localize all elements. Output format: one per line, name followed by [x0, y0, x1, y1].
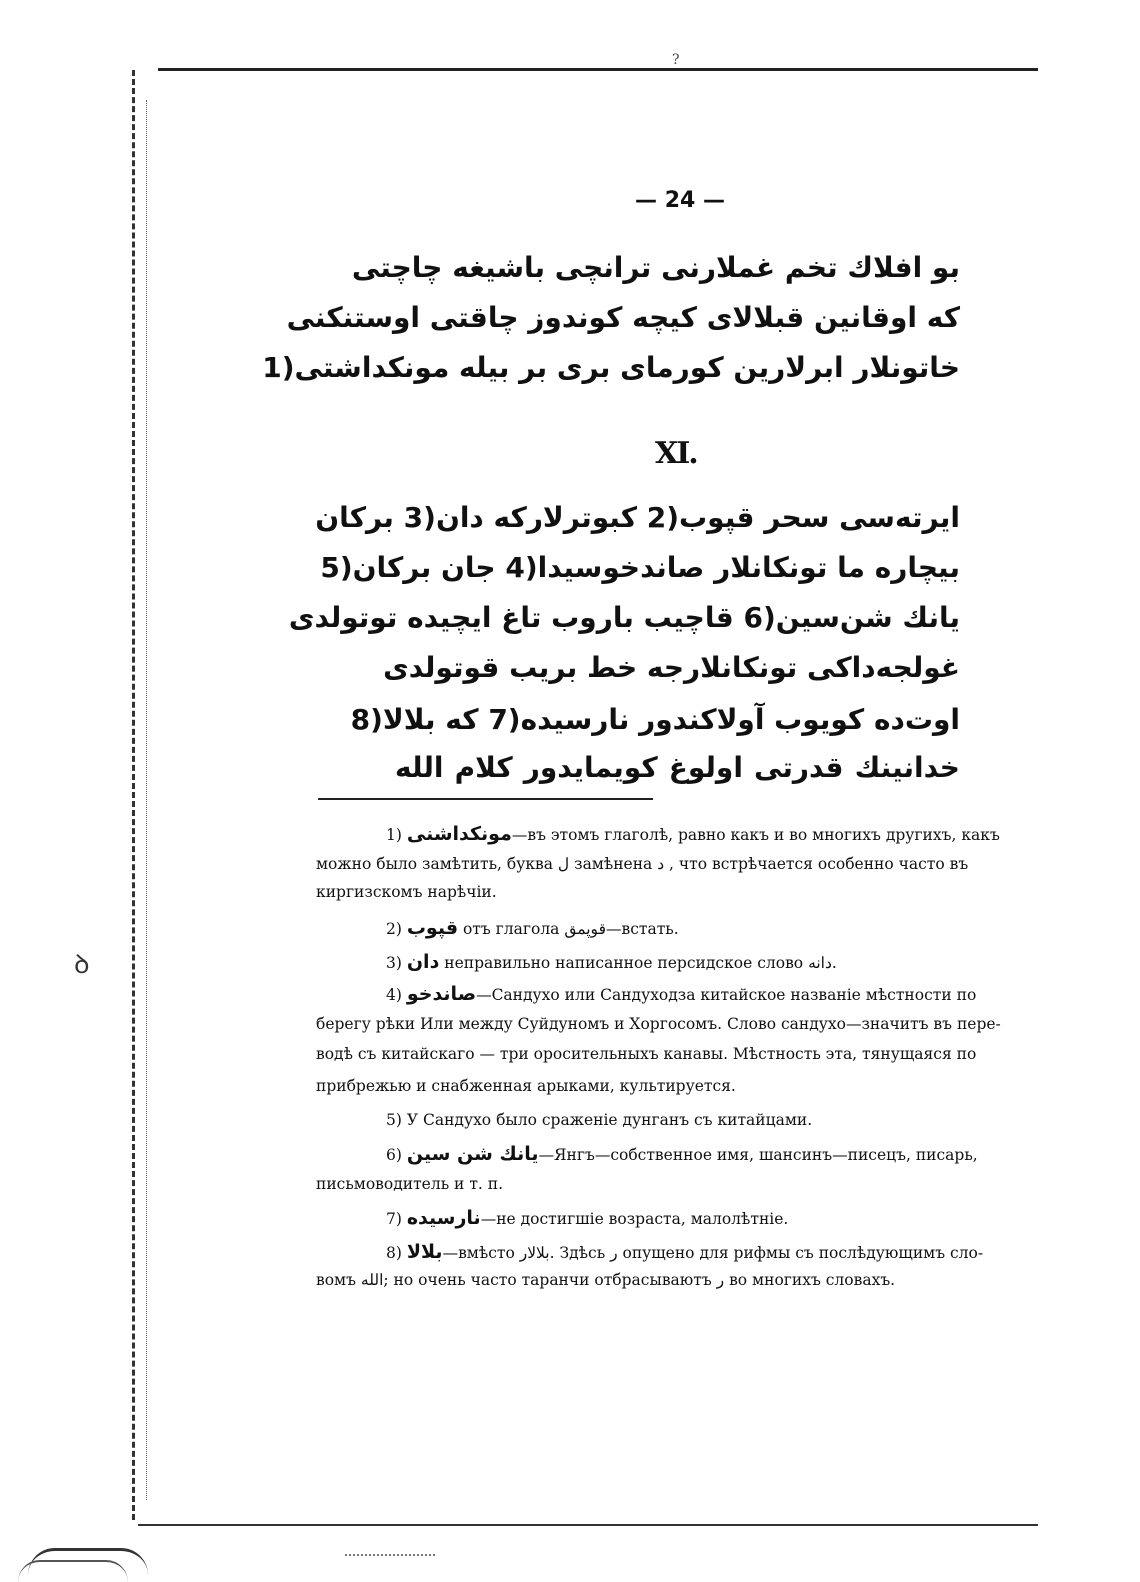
- footnote-arabic-term: نارسیده: [406, 1207, 481, 1229]
- footnote-text: —въ этомъ глаголѣ, равно какъ и во многихъ другихъ, какъ: [511, 826, 1000, 844]
- verse-line: خدانینك قدرتی اولوغ کویمایدور کلام الله: [395, 751, 960, 784]
- footnote-line: [316, 1170, 1036, 1199]
- footnote-text: письмоводитель и т. п.: [316, 1175, 504, 1193]
- verse-line: بو افلاك تخم غملارنی ترانچی باشیغه چاچتی: [351, 251, 960, 284]
- verse-line: [395, 394, 960, 438]
- bottom-curve-2: [18, 1560, 128, 1582]
- footnote-arabic-term: بلالا: [406, 1241, 443, 1263]
- left-border-inner: [146, 100, 147, 1500]
- footnote-text: берегу рѣки Или между Суйдуномъ и Хоргосомъ. Слово сандухо—значитъ въ пере-: [316, 1015, 1001, 1033]
- footnote-text: можно было замѣтить, буква ل замѣнена د , что встрѣчается особенно часто въ: [316, 855, 969, 873]
- footnote-text: киргизскомъ нарѣчіи.: [316, 883, 497, 901]
- top-mark: ?: [672, 52, 680, 68]
- footnote-number: 3): [386, 954, 407, 972]
- footnote-line: [316, 1010, 1036, 1039]
- footnote-line: [316, 878, 1036, 907]
- verse-line: خاتونلار ابرلارین کورمای بری بر بیله مونکداشتی(1: [262, 351, 960, 384]
- footnote-text: —не достигшіе возраста, малолѣтніе.: [480, 1210, 789, 1228]
- footnote-number: 6): [386, 1146, 407, 1164]
- footnote-number: 8): [386, 1244, 407, 1262]
- footnote-line: [316, 1106, 1106, 1135]
- footnote-text: отъ глагола قوپمق—встать.: [458, 920, 679, 938]
- footnote-number: 4): [386, 986, 407, 1004]
- footnote-line: [316, 850, 1036, 879]
- left-border: [132, 70, 135, 1520]
- footnote-line: [316, 1040, 1036, 1069]
- footnote-number: 2): [386, 920, 407, 938]
- footnote-text: —вмѣсто بلالار. Здѣсь ر опущено для рифмы съ послѣдующимъ сло-: [442, 1244, 984, 1262]
- section-numeral: XI.: [655, 436, 697, 471]
- footnote-arabic-term: صاندخو: [406, 983, 477, 1005]
- footnote-number: 1): [386, 826, 407, 844]
- verse-line: ایرته‌سی سحر قپوب(2 کبوترلارکه دان(3 برکان: [315, 501, 960, 534]
- page-number: — 24 —: [635, 188, 725, 213]
- footnote-line: [316, 1238, 1106, 1268]
- verse-line: بیچاره ما تونکانلار صاندخوسیدا(4 جان برکان(5: [320, 551, 960, 584]
- footnote-text: прибрежью и снабженная арыками, культируется.: [316, 1077, 736, 1095]
- footnote-line: [316, 948, 1106, 978]
- footnote-line: [316, 1266, 1036, 1295]
- verse-line: غولجه‌داکی تونکانلارجه خط بریب قوتولدی: [383, 651, 960, 684]
- footnote-text: вомъ الله; но очень часто таранчи отбрасываютъ ر во многихъ словахъ.: [316, 1271, 896, 1289]
- footnote-separator: [318, 798, 653, 800]
- footnote-line: [316, 914, 1106, 944]
- top-rule: [158, 68, 1038, 71]
- footnote-number: 7): [386, 1210, 407, 1228]
- footnote-arabic-term: دان: [406, 951, 440, 973]
- footnote-line: [316, 820, 1106, 850]
- footnote-arabic-term: یانك شن سین: [406, 1143, 539, 1165]
- footnote-text: —Янгъ—собственное имя, шансинъ—писецъ, писарь,: [538, 1146, 978, 1164]
- footnote-text: У Сандухо было сраженіе дунганъ съ китайцами.: [406, 1111, 813, 1129]
- footnote-text: водѣ съ китайскаго — три оросительныхъ канавы. Мѣстность эта, тянущаяся по: [316, 1045, 977, 1063]
- bottom-rule: [138, 1524, 1038, 1526]
- footnote-number: 5): [386, 1111, 407, 1129]
- footnote-text: неправильно написанное персидское слово دانه.: [439, 954, 837, 972]
- footnote-line: [316, 1072, 1036, 1101]
- bottom-smudge: [345, 1554, 435, 1562]
- margin-mark: ꝺ: [74, 950, 90, 980]
- footnote-line: [316, 980, 1106, 1010]
- footnote-text: —Сандухо или Сандуходза китайское названіе мѣстности по: [476, 986, 977, 1004]
- verse-line: یانك شن‌سین(6 قاچیب باروب تاغ ایچیده توتولدی: [288, 601, 960, 634]
- footnote-arabic-term: مونكداشنی: [406, 823, 512, 845]
- footnote-line: [316, 1140, 1106, 1170]
- footnote-arabic-term: قپوب: [406, 917, 459, 939]
- footnote-line: [316, 1204, 1106, 1234]
- verse-line: اوت‌ده کویوب آولاکندور نارسیده(7 که بلالا(8: [350, 703, 960, 736]
- verse-line: که اوقانین قبلالای کیچه کوندوز چاقتی اوستنكنی: [286, 301, 960, 334]
